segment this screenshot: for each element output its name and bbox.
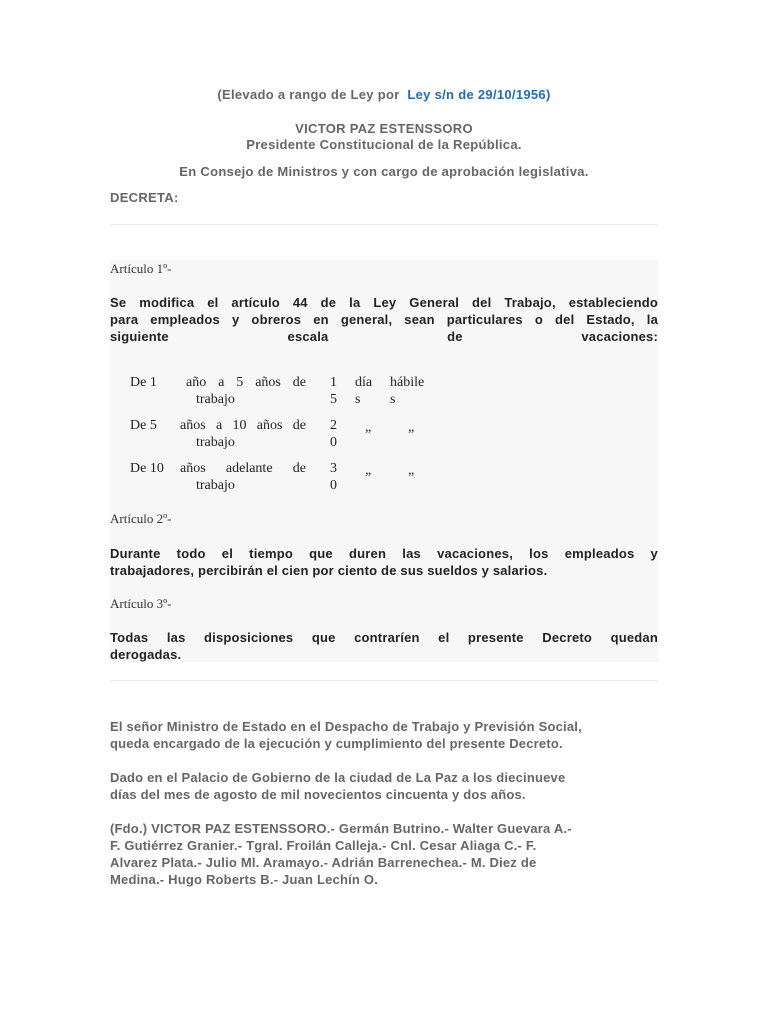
scale-row-3-range-a: De 10: [130, 461, 164, 476]
scale-row-1-unit-b: s: [355, 392, 361, 407]
council-line: En Consejo de Ministros y con cargo de aprobación legislativa.: [179, 164, 589, 179]
president-name: VICTOR PAZ ESTENSSORO: [295, 121, 473, 136]
minister-line-1: El señor Ministro de Estado en el Despacho de Trabajo y Previsión Social,: [110, 719, 582, 734]
scale-row-2-unit-a: „: [365, 420, 372, 435]
divider-bottom: [110, 680, 658, 681]
article-3-title: Artículo 3º-: [110, 596, 172, 611]
signatories-line-1: (Fdo.) VICTOR PAZ ESTENSSORO.- Germán Butrino.- Walter Guevara A.-: [110, 821, 572, 836]
signatories-line-2: F. Gutiérrez Granier.- Tgral. Froilán Calleja.- Cnl. Cesar Aliaga C.- F.: [110, 838, 537, 853]
article-2-line-2: trabajadores, percibirán el cien por ciento de sus sueldos y salarios.: [110, 563, 548, 578]
article-1-line-1: Se modifica el artículo 44 de la Ley General del Trabajo, estableciendo: [110, 295, 658, 310]
minister-line-2: queda encargado de la ejecución y cumplimiento del presente Decreto.: [110, 736, 563, 751]
article-3-line-2: derogadas.: [110, 647, 182, 662]
article-2-line-1: Durante todo el tiempo que duren las vacaciones, los empleados y: [110, 546, 658, 561]
given-paragraph: [110, 769, 670, 803]
scale-row-3-days-a: 3: [330, 461, 337, 476]
scale-row-3-range-c: trabajo: [196, 478, 235, 493]
given-line-1: Dado en el Palacio de Gobierno de la ciudad de La Paz a los diecinueve: [110, 770, 566, 785]
scale-row-1-unit2-b: s: [390, 392, 396, 407]
scale-row-2-days-b: 0: [330, 435, 337, 450]
scale-row-1-range-b: año a 5 años de: [186, 375, 306, 390]
scale-row-2-days-a: 2: [330, 418, 337, 433]
scale-row-2-unit2-a: „: [408, 420, 415, 435]
article-1-line-3: siguiente escala de vacaciones:: [110, 329, 658, 344]
article-1-text: [110, 294, 658, 345]
scale-row-2-range-a: De 5: [130, 418, 157, 433]
scale-row-1-unit-a: día: [355, 375, 373, 390]
signatories-paragraph: [110, 820, 670, 888]
given-line-2: días del mes de agosto de mil novecientos cincuenta y dos años.: [110, 787, 526, 802]
scale-row-1-unit2-a: hábile: [390, 375, 425, 390]
scale-row-2-range-b: años a 10 años de: [180, 418, 306, 433]
article-1-line-2: para empleados y obreros en general, sean particulares o del Estado, la: [110, 312, 658, 327]
president-title: Presidente Constitucional de la República.: [246, 137, 522, 152]
scale-row-3-unit2-a: „: [408, 463, 415, 478]
article-2-title: Artículo 2º-: [110, 511, 172, 526]
scale-row-1-days-a: 1: [330, 375, 337, 390]
decreta-label: DECRETA:: [110, 190, 179, 205]
article-1-title: Artículo 1º-: [110, 261, 172, 276]
elevated-suffix: ): [545, 87, 551, 102]
minister-paragraph: [110, 718, 670, 752]
scale-row-1-range-a: De 1: [130, 375, 157, 390]
article-2-text: [110, 545, 658, 579]
scale-row-1-range-c: trabajo: [196, 392, 235, 407]
elevated-prefix: (Elevado a rango de Ley por: [217, 87, 400, 102]
scale-row-1-days-b: 5: [330, 392, 337, 407]
divider-top: [110, 224, 658, 225]
article-3-text: [110, 629, 658, 663]
scale-row-3-unit-a: „: [365, 463, 372, 478]
scale-row-2-range-c: trabajo: [196, 435, 235, 450]
signatories-line-4: Medina.- Hugo Roberts B.- Juan Lechín O.: [110, 872, 379, 887]
scale-row-3-days-b: 0: [330, 478, 337, 493]
scale-row-3-range-b: años adelante de: [180, 461, 306, 476]
elevated-note: [0, 87, 768, 102]
article-3-line-1: Todas las disposiciones que contraríen el presente Decreto quedan: [110, 630, 658, 645]
law-link[interactable]: Ley s/n de 29/10/1956: [407, 87, 546, 102]
signatories-line-3: Alvarez Plata.- Julio Ml. Aramayo.- Adrián Barrenechea.- M. Diez de: [110, 855, 537, 870]
